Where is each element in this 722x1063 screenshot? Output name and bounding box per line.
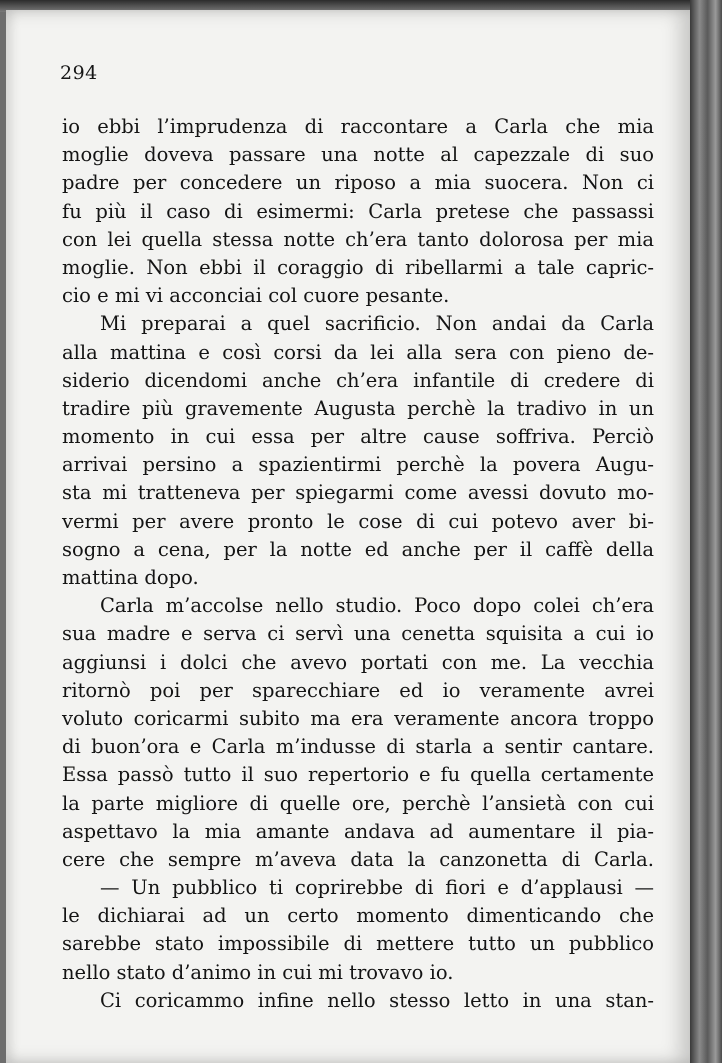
paragraph-start: Mi preparai a quel sacrificio. Non andai da Carla [100, 312, 654, 336]
body-text [62, 113, 654, 1015]
text-line: cere che sempre m’aveva data la canzonetta di Carla. [62, 847, 654, 871]
text-line: sta mi tratteneva per spiegarmi come avessi dovuto mo- [62, 481, 654, 505]
text-line: voluto coricarmi subito ma era veramente ancora troppo [62, 706, 654, 730]
text-line: padre per concedere un riposo a mia suocera. Non ci [62, 171, 654, 195]
text-line: momento in cui essa per altre cause soffriva. Perciò [62, 425, 654, 449]
text-line: aggiunsi i dolci che avevo portati con me. La vecchia [62, 650, 654, 674]
text-line: con lei quella stessa notte ch’era tanto dolorosa per mia [62, 227, 654, 251]
text-line: arrivai persino a spazientirmi perchè la povera Augu- [62, 453, 654, 477]
book-spine [690, 0, 722, 1063]
text-line: di buon’ora e Carla m’indusse di starla a sentir cantare. [62, 735, 654, 759]
text-line: alla mattina e così corsi da lei alla sera con pieno de- [62, 340, 654, 364]
paragraph-start: Ci coricammo infine nello stesso letto in una stan- [100, 988, 654, 1012]
text-line: moglie. Non ebbi il coraggio di ribellarmi a tale capric- [62, 255, 654, 279]
page-number: 294 [60, 62, 98, 84]
text-line: le dichiarai ad un certo momento dimenticando che [62, 904, 654, 928]
text-line: sogno a cena, per la notte ed anche per il caffè della [62, 537, 654, 561]
text-line: moglie doveva passare una notte al capezzale di suo [62, 143, 654, 167]
text-line: ritornò poi per sparecchiare ed io veramente avrei [62, 678, 654, 702]
text-line: nello stato d’animo in cui mi trovavo io. [62, 960, 454, 984]
text-line: cio e mi vi acconciai col cuore pesante. [62, 284, 450, 308]
text-line: io ebbi l’imprudenza di raccontare a Carla che mia [62, 115, 654, 138]
text-line: la parte migliore di quelle ore, perchè l’ansietà con cui [62, 791, 654, 815]
text-line: siderio dicendomi anche ch’era infantile di credere di [62, 368, 654, 392]
paragraph-start: Carla m’accolse nello studio. Poco dopo colei ch’era [100, 594, 654, 618]
text-line: fu più il caso di esimermi: Carla pretese che passassi [62, 199, 654, 223]
text-line: tradire più gravemente Augusta perchè la tradivo in un [62, 396, 654, 420]
text-line: sarebbe stato impossibile di mettere tutto un pubblico [62, 932, 654, 956]
text-line: sua madre e serva ci servì una cenetta squisita a cui io [62, 622, 654, 646]
text-line: Essa passò tutto il suo repertorio e fu quella certamente [62, 763, 654, 787]
text-line: vermi per avere pronto le cose di cui potevo aver bi- [62, 509, 654, 533]
paragraph-start: — Un pubblico ti coprirebbe di fiori e d’applausi — [100, 876, 654, 900]
text-line: aspettavo la mia amante andava ad aumentare il pia- [62, 819, 654, 843]
text-line: mattina dopo. [62, 566, 199, 589]
